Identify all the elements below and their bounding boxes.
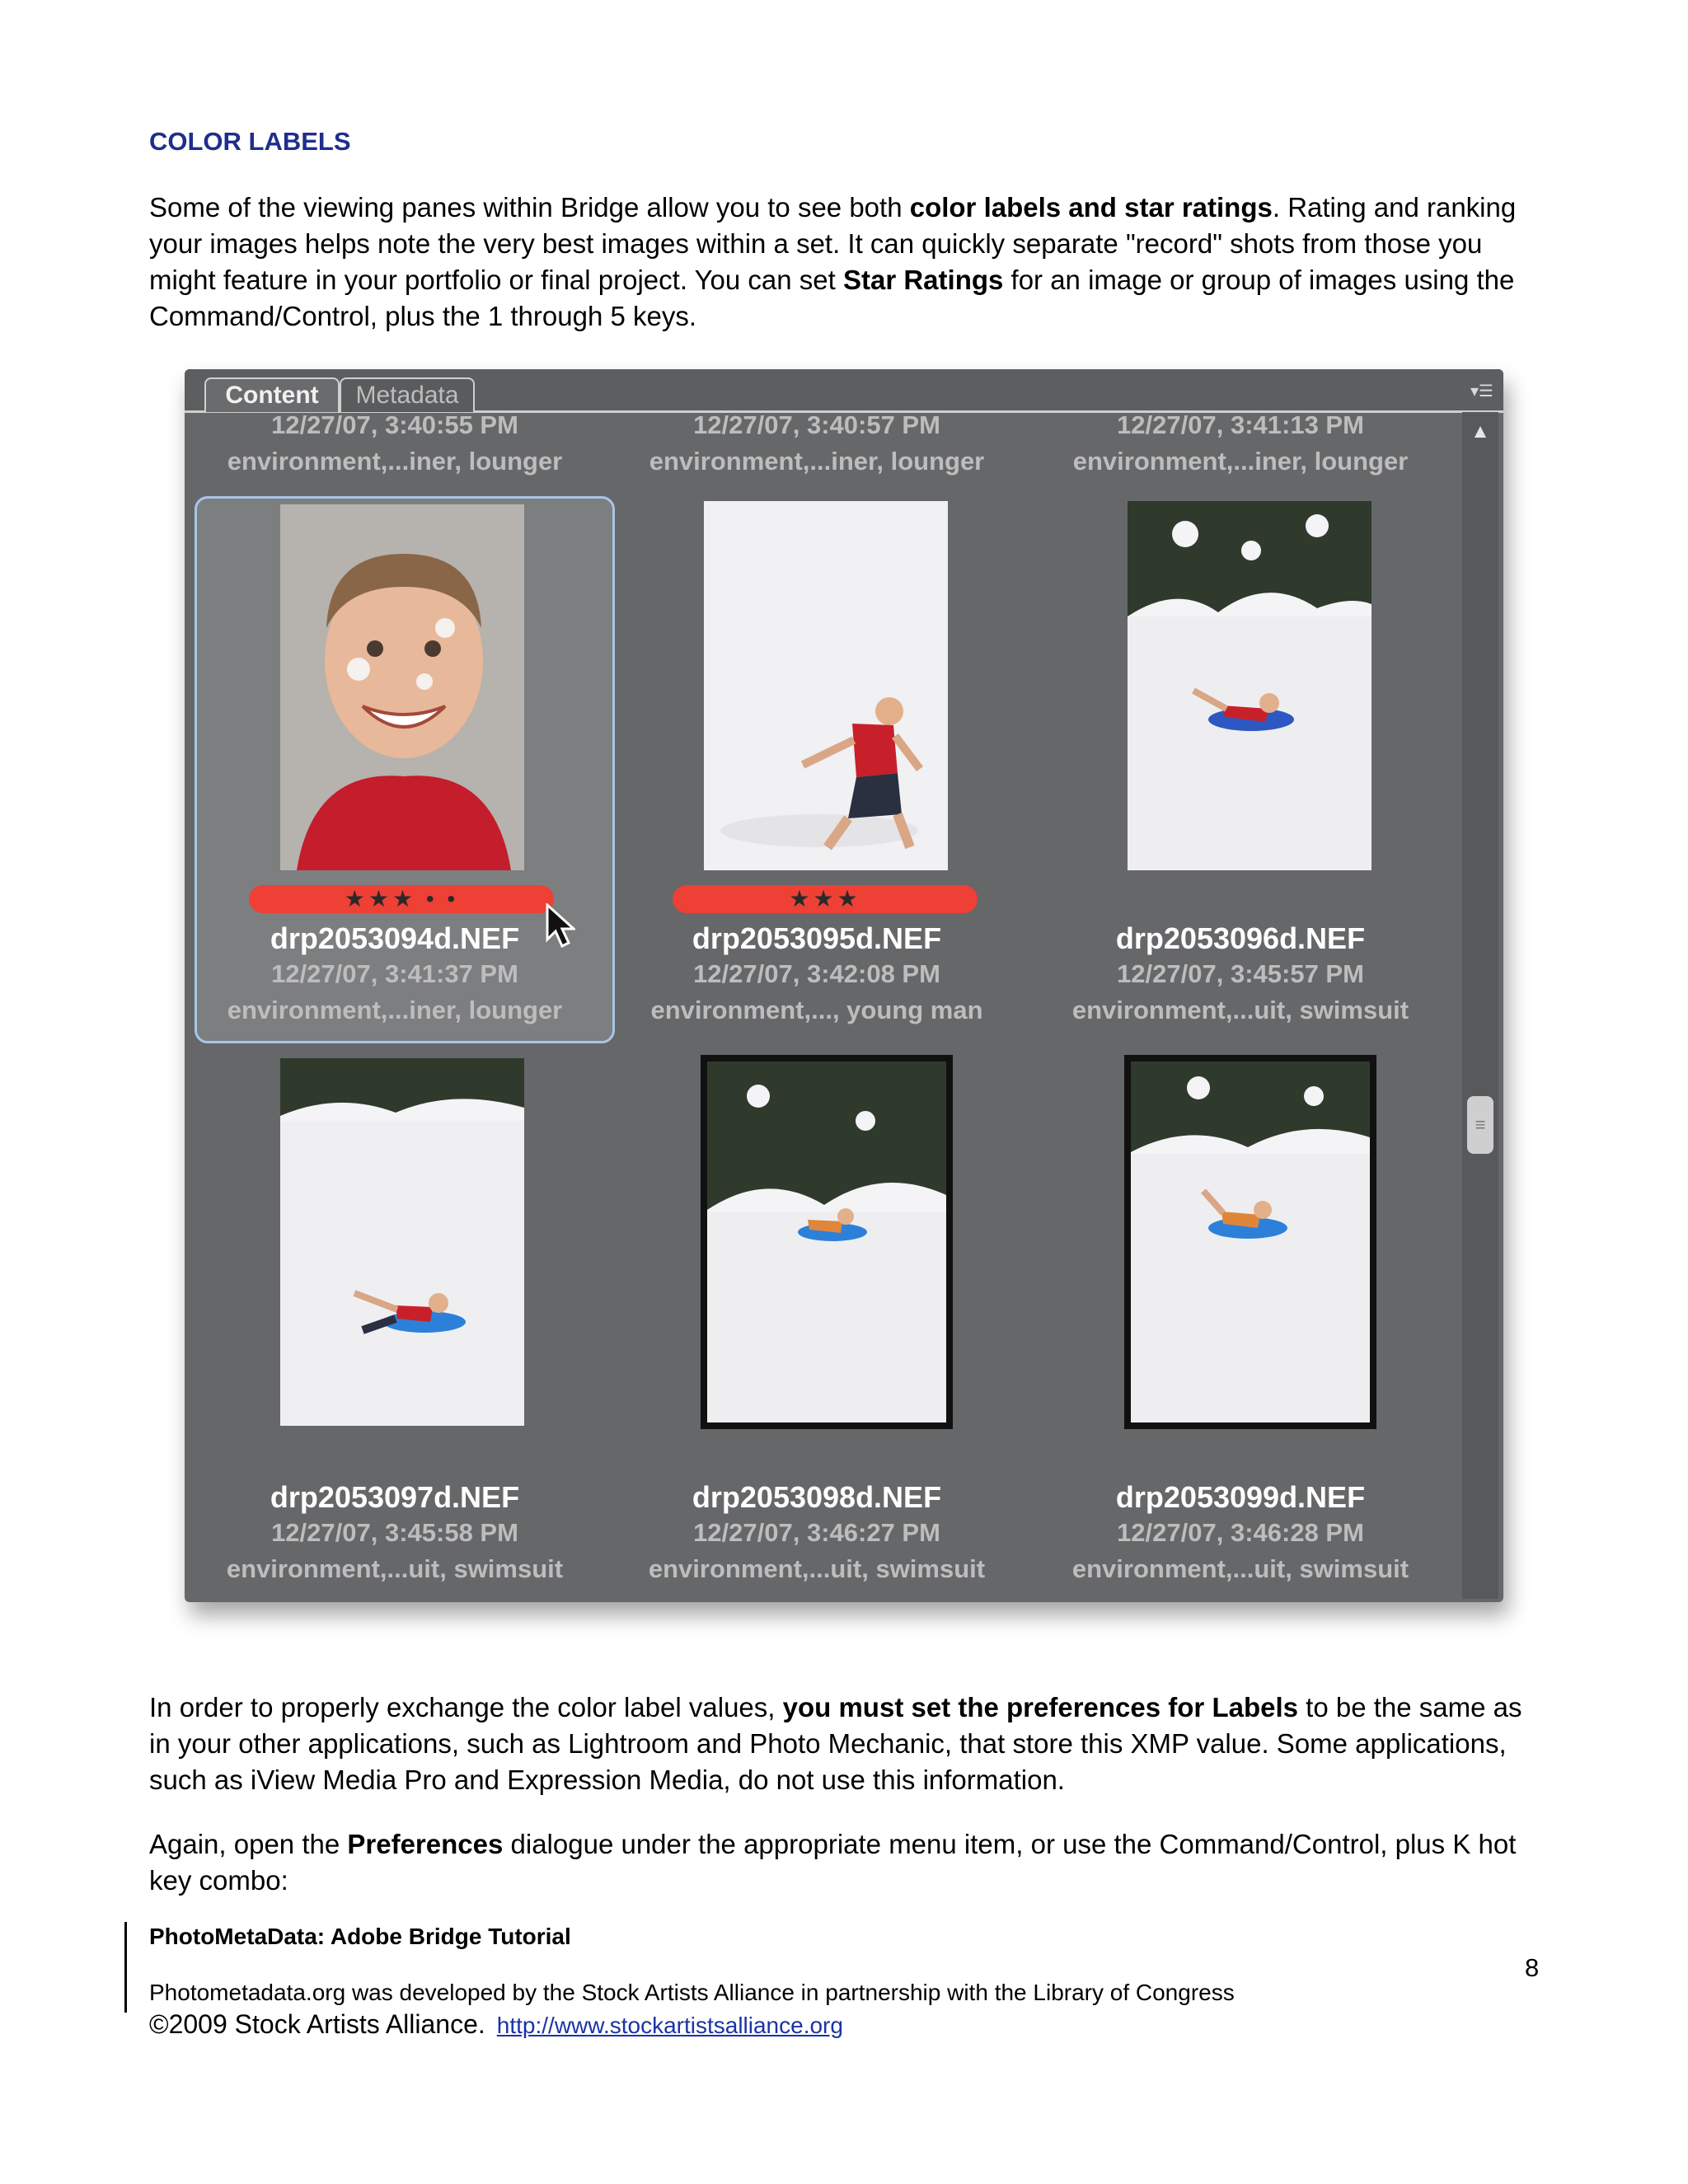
thumbnail-filename: drp2053098d.NEF xyxy=(692,1480,942,1514)
thumbnail-keywords: environment,..., young man xyxy=(650,996,983,1024)
thumbnail-caption xyxy=(185,921,605,1029)
thumbnail-filename: drp2053094d.NEF xyxy=(270,921,520,955)
star-rating[interactable]: ★★★ xyxy=(344,886,417,912)
thumbnail-caption xyxy=(185,1480,605,1587)
star-rating[interactable]: ★★★ xyxy=(789,886,861,912)
thumbnail-image-sledding-boy[interactable] xyxy=(280,1058,524,1426)
thumbnail-caption xyxy=(1030,1480,1451,1587)
thumbnail-date: 12/27/07, 3:41:13 PM xyxy=(1117,410,1364,439)
footer-link[interactable]: http://www.stockartistsalliance.org xyxy=(496,2013,843,2038)
thumbnail-cell-partial[interactable] xyxy=(607,407,1027,480)
copyright-text: ©2009 Stock Artists Alliance. xyxy=(149,2009,485,2039)
thumbnail-image-sledding-trees-2[interactable] xyxy=(1124,1055,1376,1429)
thumbnail-caption xyxy=(607,921,1027,1029)
thumbnail-keywords: environment,...uit, swimsuit xyxy=(226,1554,564,1583)
thumbnail-image-sled-trees[interactable] xyxy=(1128,501,1372,870)
thumbnail-keywords: environment,...iner, lounger xyxy=(227,996,563,1024)
thumbnail-keywords: environment,...iner, lounger xyxy=(649,447,985,476)
thumbnail-date: 12/27/07, 3:41:37 PM xyxy=(271,959,518,988)
thumbnail-date: 12/27/07, 3:45:57 PM xyxy=(1117,959,1364,988)
vertical-scrollbar[interactable] xyxy=(1462,412,1498,1599)
thumbnail-date: 12/27/07, 3:45:58 PM xyxy=(271,1518,518,1547)
panel-menu-icon[interactable]: ▾☰ xyxy=(1470,382,1493,401)
footer-credit: Photometadata.org was developed by the Stock Artists Alliance in partnership with the Library of Congress xyxy=(149,1980,1235,2005)
thumbnail-keywords: environment,...uit, swimsuit xyxy=(648,1554,986,1583)
thumbnail-image-boy-portrait[interactable] xyxy=(280,504,524,870)
thumbnail-caption xyxy=(607,1480,1027,1587)
tab-metadata[interactable]: Metadata xyxy=(340,377,475,412)
thumbnail-keywords: environment,...uit, swimsuit xyxy=(1071,1554,1409,1583)
footer-title: PhotoMetaData: Adobe Bridge Tutorial xyxy=(149,1924,571,1949)
thumbnail-image-boy-running-snow[interactable] xyxy=(704,501,948,870)
thumbnail-keywords: environment,...uit, swimsuit xyxy=(1071,996,1409,1024)
labels-paragraph: In order to properly exchange the color label values, you must set the preferences for Labels to be the same as in your other applications, such as Lightroom and Photo Mechanic, that store this XMP value. Some applications, such as iView Media Pro and Expression Media, do not use this information. xyxy=(149,1692,1522,1795)
thumbnail-date: 12/27/07, 3:42:08 PM xyxy=(693,959,940,988)
thumbnail-filename: drp2053099d.NEF xyxy=(1115,1480,1366,1514)
page-number: 8 xyxy=(1525,1953,1540,1982)
star-rating-empty[interactable]: • • xyxy=(425,886,459,912)
preferences-paragraph: Again, open the Preferences dialogue under the appropriate menu item, or use the Command/Control, plus K hot key combo: xyxy=(149,1829,1517,1896)
color-label-red[interactable] xyxy=(673,885,978,913)
thumbnail-date: 12/27/07, 3:40:57 PM xyxy=(693,410,940,439)
scrollbar-thumb[interactable]: ≡ xyxy=(1467,1096,1493,1154)
thumbnail-keywords: environment,...iner, lounger xyxy=(227,447,563,476)
color-label-red[interactable] xyxy=(249,885,554,913)
footer-copyright xyxy=(149,2009,843,2040)
thumbnail-cell-partial[interactable] xyxy=(1030,407,1451,480)
thumbnail-cell-partial[interactable] xyxy=(185,407,605,480)
footer-separator xyxy=(124,1922,127,2013)
tab-content[interactable]: Content xyxy=(204,377,340,412)
thumbnail-caption xyxy=(1030,921,1451,1029)
thumbnail-filename: drp2053096d.NEF xyxy=(1115,921,1366,955)
thumbnail-date: 12/27/07, 3:46:27 PM xyxy=(693,1518,940,1547)
thumbnail-keywords: environment,...iner, lounger xyxy=(1072,447,1409,476)
mouse-pointer-icon xyxy=(546,903,575,952)
scroll-up-arrow-icon[interactable]: ▲ xyxy=(1470,420,1490,443)
bridge-content-panel-screenshot xyxy=(185,369,1503,1602)
thumbnail-image-sledding-trees[interactable] xyxy=(701,1055,953,1429)
thumbnail-date: 12/27/07, 3:46:28 PM xyxy=(1117,1518,1364,1547)
intro-paragraph: Some of the viewing panes within Bridge allow you to see both color labels and star ratings. Rating and ranking your images helps note the very best images within a set. It can quickly separate "record" shots from those you might feature in your portfolio or final project. You can set Star Ratings for an image or group of images using the Command/Control, plus the 1 through 5 keys. xyxy=(149,192,1517,331)
thumbnail-filename: drp2053095d.NEF xyxy=(692,921,942,955)
section-title: COLOR LABELS xyxy=(149,127,351,156)
thumbnail-filename: drp2053097d.NEF xyxy=(270,1480,520,1514)
thumbnail-date: 12/27/07, 3:40:55 PM xyxy=(271,410,518,439)
